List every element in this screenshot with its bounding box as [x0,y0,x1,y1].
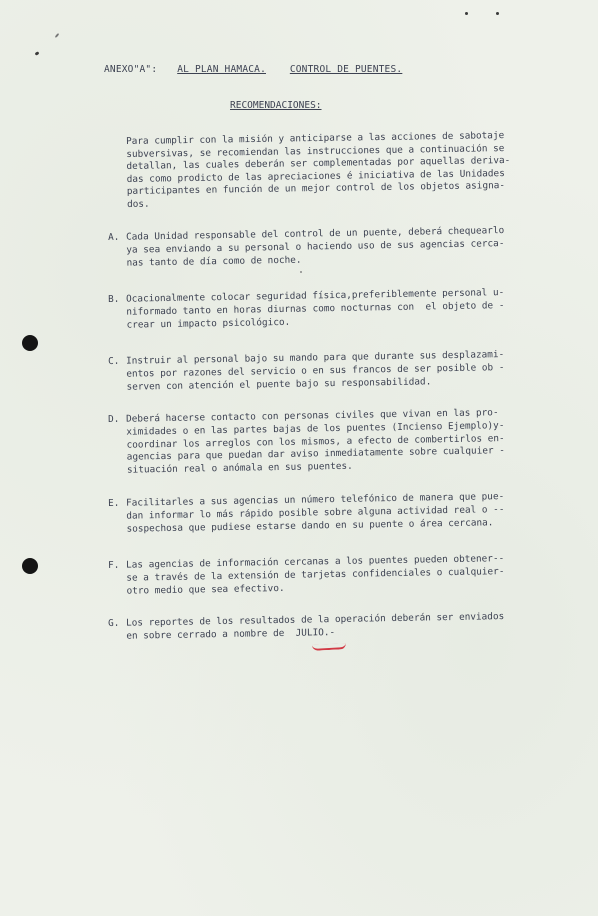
item-text: Deberá hacerse contacto con personas civiles que vivan en las pro- ximidades o en las partes bajas de los puentes (Incienso Ejemplo)y- coordinar los arreglos con los mismos, a efecto de combertirlos en- agencias para que puedan dar aviso inmediatamente sobre cualquier - situación real o anómala en sus puentes. [125,407,505,476]
item-text: Los reportes de los resultados de la operación deberán ser enviados en sobre cerrado a nombre de JULIO.- [125,611,505,642]
recommendations-heading: RECOMENDACIONES: [230,100,322,111]
annex-label: ANEXO"A": [104,64,158,75]
item-letter: E. [108,497,120,509]
recommendation-item-a [108,224,549,283]
item-letter: F. [108,559,120,571]
plan-subtitle: CONTROL DE PUENTES. [289,64,403,75]
intro-paragraph: Para cumplir con la misión y anticiparse a las acciones de sabotaje subversivas, se recomiendan las instrucciones que a continuación se detallan, las cuales deberán ser complementadas por aquellas deriva- das como prodicto de las apreciaciones é iniciativa de las Unidades participantes en función de un mejor control de los objetos asigna- dos. [126,130,511,210]
ink-speck [465,12,468,15]
plan-title: AL PLAN HAMACA. [177,64,266,75]
recommendation-item-d [108,406,549,476]
recommendation-item-b [108,286,549,345]
punch-hole [22,558,38,574]
document-header [104,64,402,75]
ink-speck [496,12,499,15]
item-letter: D. [108,413,120,425]
ink-speck [35,51,40,56]
ink-speck [55,33,60,38]
item-text: Ocacionalmente colocar seguridad física,preferiblemente personal u- niformado tanto en horas diurnas como nocturnas con el objeto de - crear un impacto psicológico. [125,287,505,331]
item-text: Facilitarles a sus agencias un número telefónico de manera que pue- dan informar lo más rápido posible sobre alguna actividad real o -- sospechosa que pudiese estarse dando en su puente o área cercana. [125,491,505,535]
item-text: Instruir al personal bajo su mando para que durante sus desplazami- entos por razones del servicio o en sus francos de ser posible ob - serven con atención el puente bajo su responsabilidad. [125,349,505,393]
item-letter: A. [108,231,120,243]
item-text: Cada Unidad responsable del control de un puente, deberá chequearlo ya sea enviando a su personal o haciendo uso de sus agencias cerca- nas tanto de día como de noche. [125,225,505,269]
recommendation-item-f [108,552,549,611]
item-letter: C. [108,355,120,367]
punch-hole [22,335,38,351]
item-text: Las agencias de información cercanas a los puentes pueden obtener-- se a través de la extensión de tarjetas confidenciales o cualquier- otro medio que sea efectivo. [125,553,505,597]
recommendation-item-e [108,490,549,549]
recommendation-item-g [108,610,549,669]
recommendation-item-c [108,348,549,407]
item-letter: G. [108,617,120,629]
item-letter: B. [108,293,120,305]
